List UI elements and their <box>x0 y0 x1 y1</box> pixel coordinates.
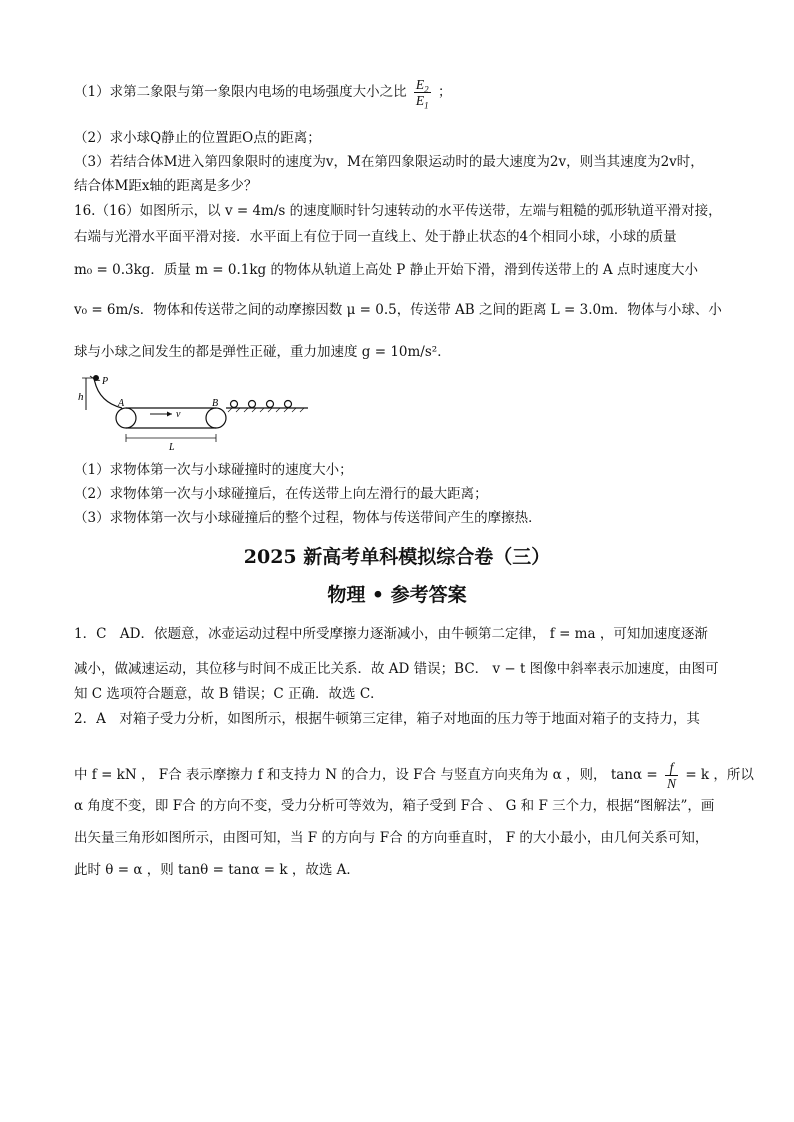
label-p: P <box>102 376 109 387</box>
q16-part3: （3）求物体第一次与小球碰撞后的整个过程，物体与传送带间产生的摩擦热． <box>74 510 542 526</box>
right-pulley <box>206 408 226 428</box>
answer-1-line3: 知 C 选项符合题意，故 B 错误；C 正确．故选 C． <box>74 686 384 702</box>
label-b: B <box>212 398 219 409</box>
label-h: h <box>78 391 84 403</box>
answer-2-line1: 2．A 对箱子受力分析，如图所示，根据牛顿第三定律，箱子对地面的压力等于地面对箱子的支持力，其 <box>74 711 700 727</box>
left-pulley <box>116 408 136 428</box>
plane-hatching <box>228 408 304 412</box>
label-v: v <box>176 409 181 420</box>
ball-1 <box>231 401 238 408</box>
label-a: A <box>118 398 125 409</box>
conveyor-figure <box>76 372 316 452</box>
q15-part1: （1）求第二象限与第一象限内电场的电场强度大小之比 $\frac{E_2}{E_1}$ ； <box>74 77 452 111</box>
velocity-arrowhead <box>167 412 172 417</box>
q15-part3-line2: 结合体M距x轴的距离是多少？ <box>74 178 258 194</box>
ball-2 <box>249 401 256 408</box>
q16-part2: （2）求物体第一次与小球碰撞后，在传送带上向左滑行的最大距离； <box>74 486 488 502</box>
q16-stem-line5: 球与小球之间发生的都是弹性正碰，重力加速度 g = 10m/s²． <box>74 344 451 360</box>
q16-stem-line2: 右端与光滑水平面平滑对接．水平面上有位于同一直线上、处于静止状态的4个相同小球，小球的质量 <box>74 229 677 245</box>
answer-title: 2025 新高考单科模拟综合卷（三） <box>243 546 551 568</box>
q16-stem-line3: m₀ = 0.3kg．质量 m = 0.1kg 的物体从轨道上高处 P 静止开始下滑，滑到传送带上的 A 点时速度大小 <box>74 262 698 278</box>
answer-subtitle: 物理 • 参考答案 <box>327 584 467 606</box>
friction-ratio-fraction: $\frac{f}{N}$ <box>667 760 677 791</box>
q16-stem-line4: v₀ = 6m/s．物体和传送带之间的动摩擦因数 μ = 0.5，传送带 AB 之间的距离 L = 3.0m．物体与小球、小 <box>74 302 722 318</box>
label-l: L <box>169 442 175 452</box>
object-at-p <box>93 375 99 381</box>
answer-2-line2: 中 f = kN ， F合 表示摩擦力 f 和支持力 N 的合力，设 F合 与竖直方向夹角为 α ，则， tanα = $\frac{f}{N}$ = k ，所以 <box>74 760 754 791</box>
q16-stem-line1: 16.（16）如图所示，以 v = 4m/s 的速度顺时针匀速转动的水平传送带，左端与粗糙的弧形轨道平滑对接， <box>74 203 722 219</box>
answer-1-line1: 1．C AD．依题意，冰壶运动过程中所受摩擦力逐渐减小，由牛顿第二定律， f = ma ，可知加速度逐渐 <box>74 626 708 642</box>
q15-part3-line1: （3）若结合体M进入第四象限时的速度为v，M在第四象限运动时的最大速度为2v，则当其速度为2v时， <box>74 154 704 170</box>
field-ratio-fraction: $\frac{E_2}{E_1}$ <box>415 77 429 111</box>
answer-1-line2: 减小，做减速运动，其位移与时间不成正比关系．故 AD 错误；BC． v − t 图像中斜率表示加速度，由图可 <box>74 661 719 677</box>
answer-2-line3: α 角度不变，即 F合 的方向不变，受力分析可等效为，箱子受到 F合 、 G 和 F 三个力，根据“图解法”，画 <box>74 798 715 814</box>
ball-4 <box>285 401 292 408</box>
answer-2-line4: 出矢量三角形如图所示，由图可知，当 F 的方向与 F合 的方向垂直时， F 的大小最小，由几何关系可知， <box>74 830 709 846</box>
q15-part2: （2）求小球Q静止的位置距O点的距离； <box>74 130 321 146</box>
q16-part1: （1）求物体第一次与小球碰撞时的速度大小； <box>74 462 353 478</box>
ball-3 <box>267 401 274 408</box>
answer-2-line5: 此时 θ = α ，则 tanθ = tanα = k ，故选 A． <box>74 862 360 878</box>
